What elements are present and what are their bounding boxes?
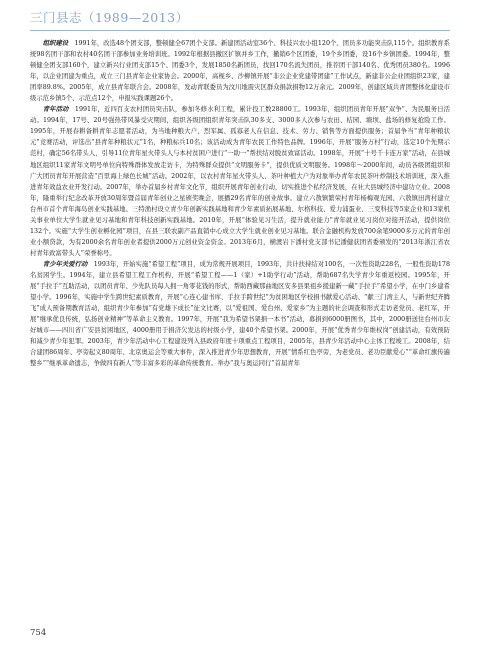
section-heading: 组织建设 [42, 40, 69, 47]
section-youth-activities [30, 104, 450, 259]
page-header-title: 三门县志（1989—2013） [30, 10, 189, 25]
page-number: 754 [30, 628, 47, 638]
section-text: 1991年，改选48个团支部，整顿健全67团个支部。新建团活动室36个、科技兴农小组120个、团员多功能突击队115个。组织教育系统98名团干部和农村40名团干部参加业务培训班。1992年根据县撤区扩镇并乡工作，撤销6个区团委，19个乡团委，设16个乡镇团委。1994年，整顿健全团支部160个，建立新兴行业团支部15个、团委3个，发展1850名新团员，找回170名流失团员，推荐团干部140名、优秀团员380名。1996年，以企业团建为重点，成立三门县青年企业家协会。2000年，高枧乡、沙柳镇开展“非公企业党建带团建”工作试点，新建非公企业团组织23家，建团率89.8%。2005年，成立县青年联合会。2008年，发动青联委员为汶川地震灾区群众捐款捐物12万余元。2009年，创建区域共青团整体化建设市级示范乡镇5个、示范点12个，申报实践课题26个。 [30, 40, 450, 103]
page-body [30, 38, 450, 369]
section-heading: 青年活动 [42, 106, 69, 114]
section-text: 1993年，开始实施“希望工程”项目，成为常规开展项目，1993年，共计扶持结对100名，一次性资助228名，一般性资助178名贫困学生。1994年，建立县希望工程工作机构，开展“希望工程——1（家）+1助学行动”活动，帮助687名失学青少年重返校园。1995年，开展“手拉手”互助活动，以团员青年、少先队员每人拥一角零花钱的形式，帮助西藏那曲地区安多县果祖乡援建新一藏“手拉手”希望小学，在中门乡建希望小学。1996年，实施中学生跨世纪素质教育，开展“心连心建书库、手拉手跨世纪”为贫困地区学校捐书献爱心活动、“献三门湾主人，与新世纪齐腾飞”成人预备期教育活动，组织青少年参加“有党雄下成长”征文比赛，以“爱祖国、爱台州、爱家乡”为主题的社会调查和形式走访老党员、老红军，开展“继承优良传统，弘扬创业精神”等革命主义教育。1997年，开展“我为希望书架捐一本书”活动，募捐到6000册图书，其中，2000册送往台州市友好城市——四川省广安县贫困地区，4000册用于捐济欠发达的村级小学，建40个希望书架。2000年，开展“优秀青少年维权岗”创建活动，有效预防和减少青少年犯罪。2003年，青少年活动中心工程建设列入县政府年度十项重点工程项目，2005年，县青少年活动中心主体工程竣工。2008年，结合建团86周年、亭旁起义80周年、北京奥运会等重大事件，深入推进青少年思想教育，开展“情系红色亭旁，为老党员、老功臣献爱心”“革命红旗传遍整乡”“继承革命遗志，争做四有新人”等丰富多彩的革命传统教育。举办“我与奥运同行”首届青年 [30, 260, 450, 368]
section-youth-care [30, 259, 450, 369]
section-organization [30, 38, 450, 104]
header-divider [30, 30, 450, 31]
section-text: 1991年，近四百支农村团员突击队，参加冬修水利工程，累计投工数28800工。1993年，组织团员青年开展“双争”、为民服务日活动。1994年，17号、20号强热带风暴受灾期间，组织各级团组织青年突击队30多支、3000多人次参与农田、桔园、塘坝、盐场的修复抢险工作。1995年，开展春耕备耕青年志愿者活动，为当地种粮大户、烈军属、孤寡老人在信息、技术、劳力、销售等方面提供服务；首届争当“青年种粮状元”竞赛活动，评选出“县青年种粮状元”1名，种粮标兵10名；该活动成为青年农民工作特色品牌。1996年，开展“服务万村”行动，选定10个先期示范村，确定56名带头人，引导11位青年星火带头人与本村贫困户进行“一助一”帮扶结对脱贫致富活动。1998年，开展“十号千卡连万家”活动，在县城地区组织11家青年文明号单位向特殊群体发放走访卡，为特殊群众提供“文明服务卡”，提供优质文明服务。1998年～2000年间，动员各级团组织和广大团员青年开展营造“百里海上绿色长城”活动。2002年，以农村青年星火带头人、茶叶种植大户为对象举办青年农民茶叶炒制技术培训班，深入推进青年效益农业开发行动。2007年，举办首届乡村青年文化节，组织开展青年创业行动，切实推进个私经济发展，在社大县城经济中建功立业。2008年，隆重举行纪念改革开放30周年暨首届青年创业之星颁奖晚会，展播29名青年的创业故事。建立六敖镇繁荣村青年杨梅观光园、六敖镇田湾村建立台州市首个青年海岛创业实践基地、三特渔村设立青少年创新实践基地和青少年素质拓展基地、尔格科技、爱力浦蛋业、三变科技等5家企业和13家机关事业单位大学生就业见习基地和青年科技创新实践基地。2010年，开展“体验见习生活，提升就业能力”青年就业见习岗位对接开活动，提供岗位132个。实施“大学生创业孵化园”项目，在县三联农副产品直销中心成立大学生就业创业见习基地。联合金融机构发放700余笔9000多万元的青年创业小额贷款，为有2000余名青年创业者提供2000万元创业资金资金。2013年6月，横渡岩下潘村党支部书记潘健获团省委颁发的“2013年浙江省农村青年致富带头人”荣誉称号。 [30, 106, 450, 257]
section-heading: 青少年关爱行动 [42, 260, 88, 268]
